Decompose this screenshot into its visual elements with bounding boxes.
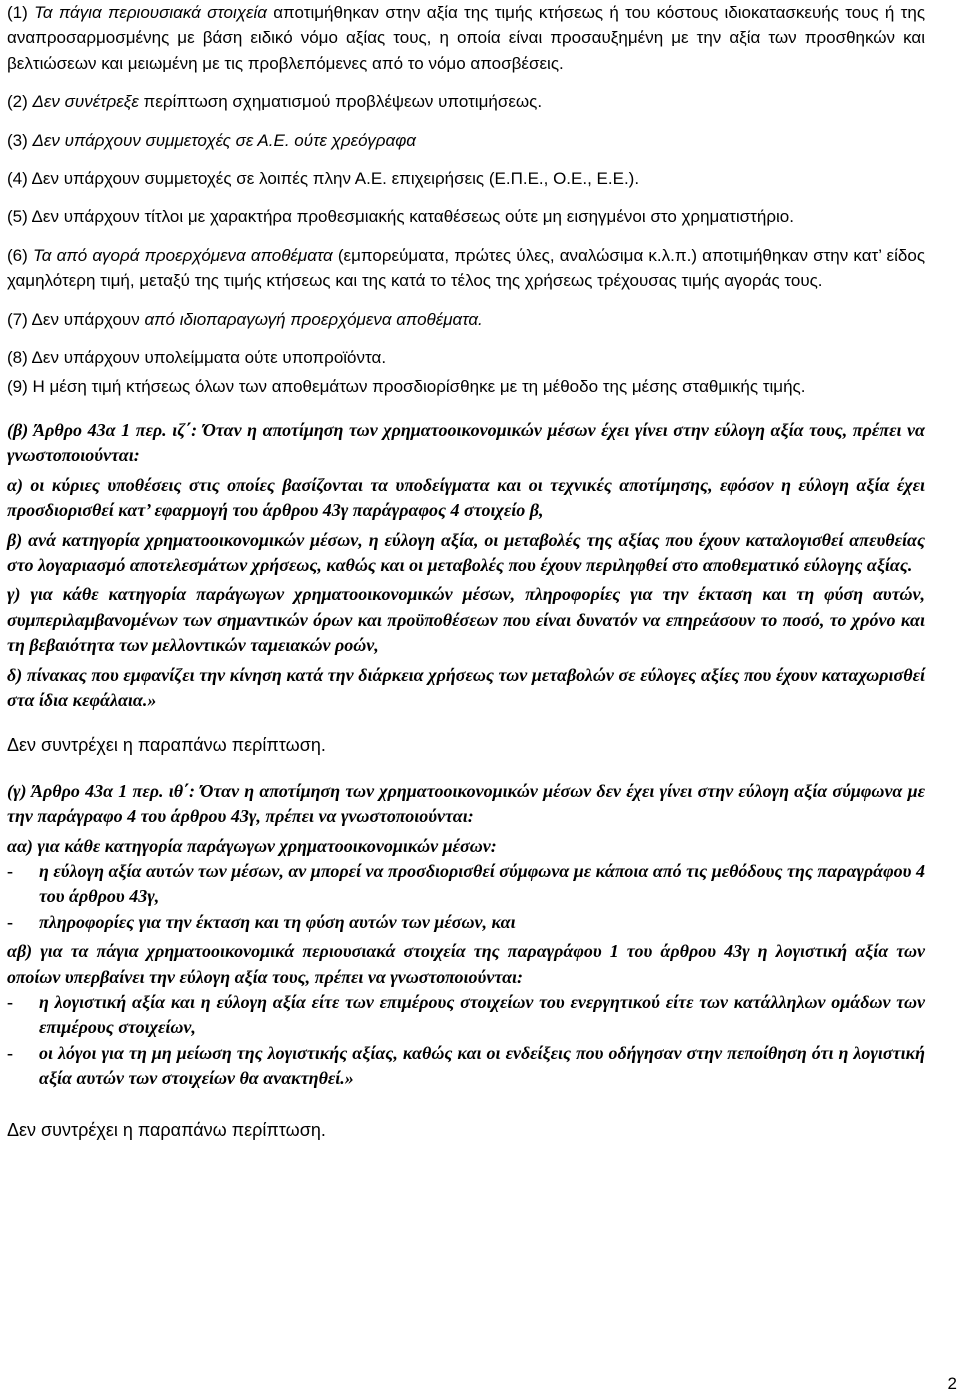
page-number: 2 [947,1374,957,1393]
note-6 [7,243,925,294]
section-c-heading: (γ) Άρθρο 43α 1 περ. ιθ΄: Όταν η αποτίμηση των χρηματοοικονομικών μέσων δεν έχει γίνει στην εύλογη αξία σύμφωνα με την παράγραφο 4 του άρθρου 43γ, πρέπει να γνωστοποιούνται: [7,780,925,827]
dash-marker: - [7,911,13,932]
section-b-item-a: α) οι κύριες υποθέσεις στις οποίες βασίζονται τα υποδείγματα και οι τεχνικές αποτίμησης, εφόσον η εύλογη αξία έχει προσδιορισθεί κατ’ εφαρμογή του άρθρου 43γ παράγραφος 4 στοιχείο β, [7,474,925,521]
note-7 [7,307,925,332]
note-8: (8) Δεν υπάρχουν υπολείμματα ούτε υποπροϊόντα. [7,348,387,368]
section-b-conclusion: Δεν συντρέχει η παραπάνω περίπτωση. [7,735,326,756]
note-3-number: (3) [7,130,33,150]
section-b-heading: (β) Άρθρο 43α 1 περ. ιζ΄: Όταν η αποτίμηση των χρηματοοικονομικών μέσων έχει γίνει στην εύλογη αξία τους, πρέπει να γνωστοποιούνται: [7,419,925,466]
dash-marker: - [7,1042,13,1063]
dash-marker: - [7,860,13,881]
note-2-text: περίπτωση σχηματισμού προβλέψεων υποτιμήσεως. [138,92,543,112]
note-3 [7,128,925,153]
note-1-text: αποτιμήθηκαν στην αξία της τιμής κτήσεως ή του κόστους ιδιοκατασκευής τους ή της αναπροσαρμοσμένης με βάση ειδικό νόμο αξίας τους, η οποία είναι προσαυξημένη με την αξία των προσθηκών και βελτιώσεων και μειωμένη με τις προβλεπόμενες από το νόμο αποσβέσεις. [7,3,926,73]
note-2 [7,89,925,114]
note-6-text: (εμπορεύματα, πρώτες ύλες, αναλώσιμα κ.λ.π.) αποτιμήθηκαν στην κατ’ είδος χαμηλότερη τιμή, μεταξύ της τιμής κτήσεως και της κατά το τέλος της χρήσεως τρέχουσας τιμής αγοράς τους. [7,245,926,291]
section-b-item-c: γ) για κάθε κατηγορία παράγωγων χρηματοοικονομικών μέσων, πληροφορίες για την έκταση και τη φύση αυτών, συμπεριλαμβανομένων των σημαντικών όρων και προϋποθέσεων που είναι δυνατόν να επηρεάσουν το ποσό, το χρόνο και τη βεβαιότητα των μελλοντικών ταμειακών ροών, [7,584,925,656]
note-7-emphasis: από ιδιοπαραγωγή προερχόμενα αποθέματα. [144,309,483,329]
note-3-emphasis-2: ούτε χρεόγραφα [294,130,416,150]
note-1-emphasis: Τα πάγια περιουσιακά στοιχεία [34,3,267,22]
note-4: (4) Δεν υπάρχουν συμμετοχές σε λοιπές πλην Α.Ε. επιχειρήσεις (Ε.Π.Ε., Ο.Ε., Ε.Ε.). [7,169,640,189]
note-1 [7,0,925,76]
section-b-item-d: δ) πίνακας που εμφανίζει την κίνηση κατά την διάρκεια χρήσεως των μεταβολών σε εύλογες αξίες που έχουν καταχωρισθεί στα ίδια κεφάλαια.» [7,664,925,710]
note-6-number: (6) [7,245,33,265]
section-c-aa-heading: αα) για κάθε κατηγορία παράγωγων χρηματοοικονομικών μέσων: [7,835,497,856]
section-c-ab-heading: αβ) για τα πάγια χρηματοοικονομικά περιουσιακά στοιχεία της παραγράφου 1 του άρθρου 43γ η λογιστική αξία των οποίων υπερβαίνει την εύλογη αξία τους, πρέπει να γνωστοποιούνται: [7,941,925,987]
section-b-item-b: β) ανά κατηγορία χρηματοοικονομικών μέσων, η εύλογη αξία, οι μεταβολές της αξίας που έχουν καταλογισθεί απευθείας στο λογαριασμό αποτελεσμάτων χρήσεως, καθώς και οι μεταβολές που έχουν περιληφθεί στο αποθεματικό εύλογης αξίας. [7,529,925,575]
note-9: (9) Η μέση τιμή κτήσεως όλων των αποθεμάτων προσδιορίσθηκε με τη μέθοδο της μέσης σταθμικής τιμής. [7,377,806,397]
note-2-number: (2) [7,92,33,112]
note-1-number: (1) [7,3,35,22]
section-c-ab-item-1-text: η λογιστική αξία και η εύλογη αξία είτε των επιμέρους στοιχείων του ενεργητικού είτε των κατάλληλων ομάδων των επιμέρους στοιχείων, [39,992,925,1038]
section-c-aa-item-1 [7,859,925,910]
section-c-ab-item-1 [7,990,925,1041]
note-6-emphasis: Τα από αγορά προερχόμενα αποθέματα [32,245,333,265]
document-page [7,0,925,1143]
section-c-ab-item-2 [7,1041,925,1092]
dash-marker: - [7,992,13,1012]
section-c-aa-item-1-text: η εύλογη αξία αυτών των μέσων, αν μπορεί να προσδιορισθεί σύμφωνα με κάποια από τις μεθόδους της παραγράφου 4 του άρθρου 43γ, [39,860,925,907]
section-c-aa-item-2-text: πληροφορίες για την έκταση και τη φύση αυτών των μέσων, και [39,911,516,932]
note-5: (5) Δεν υπάρχουν τίτλοι με χαρακτήρα προθεσμιακής καταθέσεως ούτε μη εισηγμένοι στο χρηματιστήριο. [7,207,794,227]
section-c-conclusion: Δεν συντρέχει η παραπάνω περίπτωση. [7,1119,326,1140]
note-2-emphasis: Δεν συνέτρεξε [32,92,139,112]
section-c-aa-item-2 [7,910,925,935]
section-c-ab-item-2-text: οι λόγοι για τη μη μείωση της λογιστικής αξίας, καθώς και οι ενδείξεις που οδήγησαν στην πεποίθηση ότι η λογιστική αξία αυτών των στοιχείων θα ανακτηθεί.» [39,1042,925,1089]
note-3-emphasis: Δεν υπάρχουν συμμετοχές σε Α.Ε. [32,130,290,150]
note-7-text: (7) Δεν υπάρχουν [7,309,145,329]
